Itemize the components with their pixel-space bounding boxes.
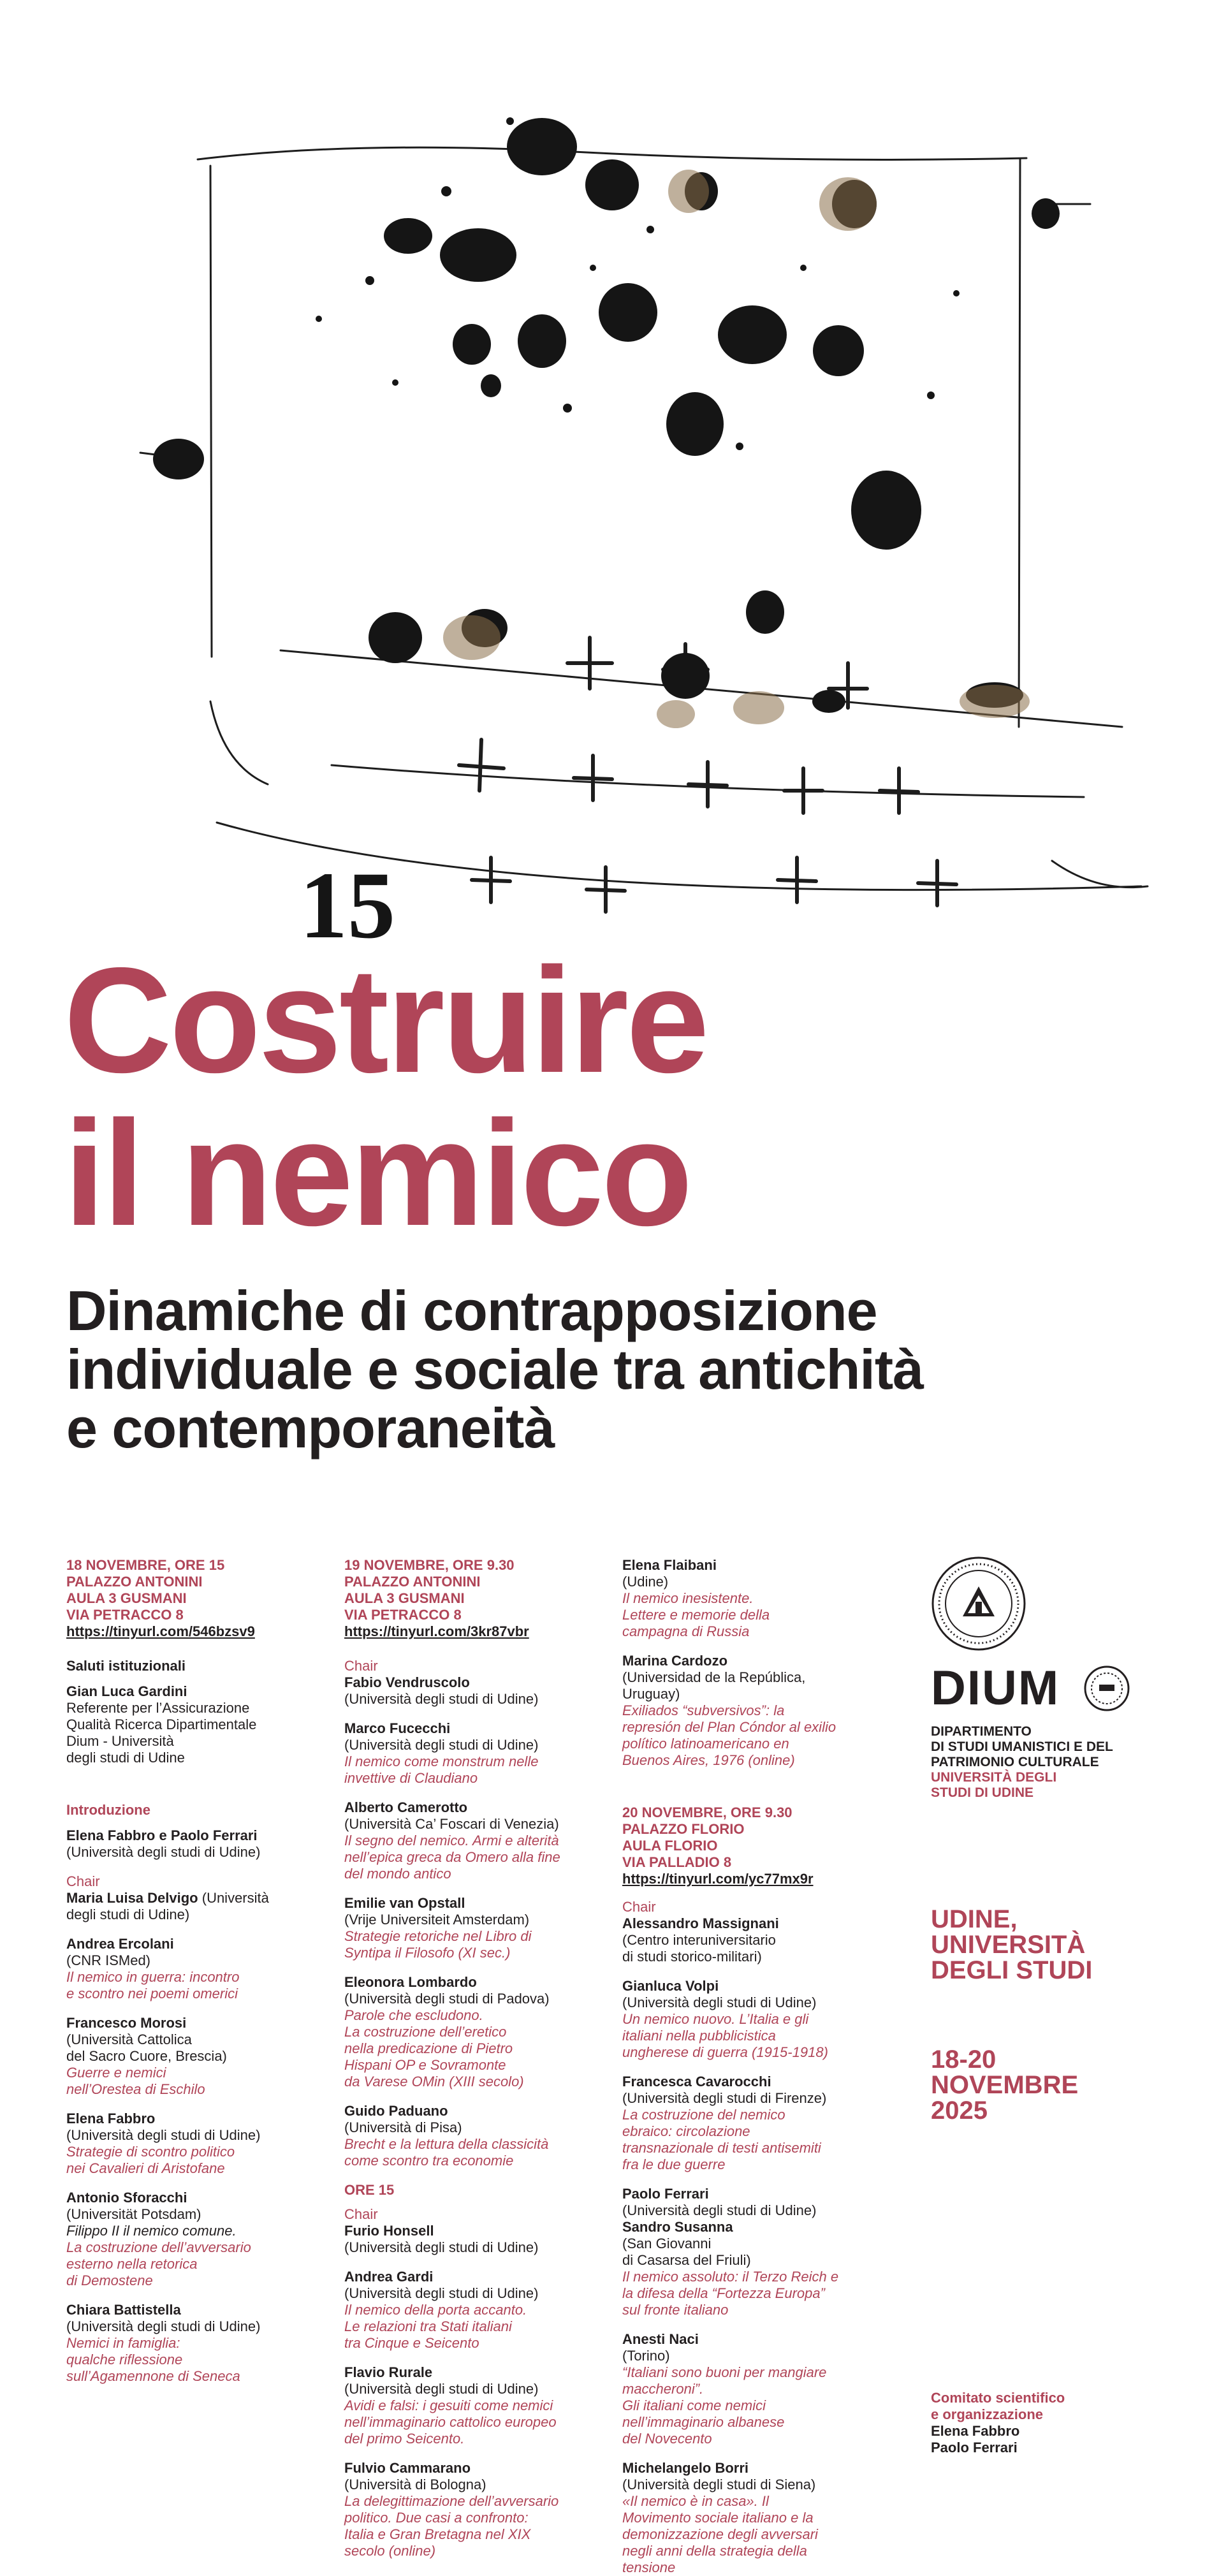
- talk-title: Brecht e la lettura della classicità: [344, 2136, 549, 2152]
- talk-title: Nemici in famiglia:: [66, 2335, 180, 2351]
- talk-title: Syntipa il Filosofo (XI sec.): [344, 1945, 511, 1961]
- subtitle-line-3: e contemporaneità: [66, 1396, 555, 1460]
- talk-title: Hispani OP e Sovramonte: [344, 2057, 506, 2073]
- department-line: DIPARTIMENTO: [931, 1724, 1032, 1739]
- speaker-affiliation: (Università degli studi di Padova): [344, 1991, 550, 2007]
- talk: [66, 1936, 315, 2002]
- talk-title: Movimento sociale italiano e la: [622, 2510, 814, 2526]
- speaker-name: Antonio Sforacchi: [66, 2190, 187, 2206]
- speaker-role: Referente per l’Assicurazione: [66, 1700, 250, 1716]
- dates-line: 2025: [931, 2097, 988, 2125]
- talk-title: Filippo II il nemico comune.: [66, 2223, 237, 2239]
- talk-title: represión del Plan Cóndor al exilio: [622, 1719, 836, 1735]
- speaker-name: Francesca Cavarocchi: [622, 2074, 771, 2089]
- location-line: UDINE,: [931, 1905, 1018, 1933]
- day3-venue: PALAZZO FLORIO: [622, 1821, 745, 1837]
- ink-splatter-illustration: [0, 0, 1205, 969]
- day1-program: [66, 1557, 315, 2385]
- talk-title: Il nemico assoluto: il Terzo Reich e: [622, 2269, 839, 2285]
- speaker-role: degli studi di Udine: [66, 1750, 185, 1766]
- speaker-name: Gian Luca Gardini: [66, 1683, 187, 1699]
- speaker-affiliation: (San Giovanni: [622, 2236, 712, 2251]
- greetings-label: Saluti istituzionali: [66, 1658, 186, 1674]
- talk-title: da Varese OMin (XIII secolo): [344, 2074, 524, 2089]
- speaker-affiliation: (Università degli studi di Siena): [622, 2477, 816, 2492]
- location-line: UNIVERSITÀ: [931, 1931, 1086, 1959]
- chair-block: [344, 2206, 593, 2256]
- speaker-name: Anesti Naci: [622, 2331, 699, 2347]
- talk-title: ungherese di guerra (1915-1918): [622, 2044, 828, 2060]
- event-dates: [931, 2047, 1160, 2123]
- speaker-affiliation: (Università degli studi di Udine): [66, 2318, 261, 2334]
- talk-title: del mondo antico: [344, 1866, 451, 1882]
- afternoon-session: [344, 2182, 593, 2199]
- talk: [622, 2331, 884, 2447]
- talk: [622, 1653, 884, 1769]
- subtitle-line-2: individuale e sociale tra antichità: [66, 1338, 924, 1401]
- talk-title: Strategie di scontro politico: [66, 2144, 235, 2160]
- speaker-role: Qualità Ricerca Dipartimentale: [66, 1716, 257, 1732]
- speaker-name: Eleonora Lombardo: [344, 1974, 477, 1990]
- speaker-name: Fulvio Cammarano: [344, 2460, 471, 2476]
- talk-title: Un nemico nuovo. L’Italia e gli: [622, 2011, 809, 2027]
- day1-date: 18 NOVEMBRE, ORE 15: [66, 1557, 225, 1573]
- talk-title: La costruzione dell’avversario: [66, 2239, 251, 2255]
- university-line: STUDI DI UDINE: [931, 1785, 1034, 1800]
- dium-logo: DIUM: [931, 1661, 1060, 1715]
- talk-title: Gli italiani come nemici: [622, 2397, 766, 2413]
- talk-title: esterno nella retorica: [66, 2256, 198, 2272]
- day1-link[interactable]: https://tinyurl.com/546bzsv9: [66, 1623, 255, 1639]
- talk-title: Buenos Aires, 1976 (online): [622, 1752, 795, 1768]
- talk-title: invettive di Claudiano: [344, 1770, 478, 1786]
- talk: [66, 2302, 315, 2385]
- talk-title: La costruzione dell’eretico: [344, 2024, 507, 2040]
- talk: [344, 1720, 593, 1787]
- talk-title: come scontro tra economie: [344, 2153, 514, 2169]
- talk-title: nell’immaginario albanese: [622, 2414, 785, 2430]
- talk-title: Il nemico inesistente.: [622, 1590, 754, 1606]
- speaker-affiliation: (Udine): [622, 1574, 669, 1590]
- talk-title: transnazionale di testi antisemiti: [622, 2140, 821, 2156]
- speaker-name: Flavio Rurale: [344, 2364, 433, 2380]
- talk-title: Il nemico come monstrum nelle: [344, 1753, 539, 1769]
- speaker-affiliation: di studi storico-militari): [622, 1949, 762, 1965]
- day2-address: VIA PETRACCO 8: [344, 1607, 462, 1623]
- talk-title: tensione: [622, 2559, 676, 2575]
- talk-title: del primo Seicento.: [344, 2431, 465, 2447]
- day1-address: VIA PETRACCO 8: [66, 1607, 184, 1623]
- speaker-role: Dium - Università: [66, 1733, 174, 1749]
- speaker-name: Guido Paduano: [344, 2103, 448, 2119]
- talk-title: Strategie retoriche nel Libro di: [344, 1928, 532, 1944]
- greetings: [66, 1658, 315, 1766]
- talk: [344, 2364, 593, 2447]
- day2-room: AULA 3 GUSMANI: [344, 1590, 465, 1606]
- talk: [66, 2111, 315, 2177]
- organizing-committee: [931, 2390, 1160, 2456]
- day2-date: 19 NOVEMBRE, ORE 9.30: [344, 1557, 515, 1573]
- talk-title: “Italiani sono buoni per mangiare: [622, 2364, 827, 2380]
- talk-title: sul fronte italiano: [622, 2302, 729, 2318]
- speaker-name: Marco Fucecchi: [344, 1720, 451, 1736]
- speaker-affiliation: del Sacro Cuore, Brescia): [66, 2048, 227, 2064]
- svg-text:15: 15: [300, 853, 395, 958]
- talk-title: nell’immaginario cattolico europeo: [344, 2414, 557, 2430]
- talk-title: politico. Due casi a confronto:: [344, 2510, 529, 2526]
- talk-title: Le relazioni tra Stati italiani: [344, 2318, 512, 2334]
- university-seal-icon: [931, 1556, 1026, 1651]
- speaker-name: Elena Fabbro: [66, 2111, 156, 2126]
- talk-title: del Novecento: [622, 2431, 712, 2447]
- talk: [622, 1557, 884, 1640]
- speaker-name: Andrea Gardi: [344, 2269, 434, 2285]
- day3-room: AULA FLORIO: [622, 1838, 718, 1854]
- speaker-affiliation: (Università di Pisa): [344, 2119, 462, 2135]
- speaker-name: Alberto Camerotto: [344, 1799, 468, 1815]
- speaker-affiliation: (Università Cattolica: [66, 2031, 192, 2047]
- speaker-name: Alessandro Massignani: [622, 1915, 779, 1931]
- university-line: UNIVERSITÀ DEGLI: [931, 1770, 1057, 1785]
- event-location: [931, 1906, 1160, 1983]
- speaker-name: Fabio Vendruscolo: [344, 1674, 470, 1690]
- chair-label: Chair: [66, 1873, 100, 1889]
- speaker-affiliation: di Casarsa del Friuli): [622, 2252, 751, 2268]
- speaker-affiliation: (Università: [198, 1890, 269, 1906]
- talk: [622, 2074, 884, 2173]
- talk: [344, 1974, 593, 2090]
- talk-title: «Il nemico è in casa». Il: [622, 2493, 769, 2509]
- speaker-name: Elena Flaibani: [622, 1557, 717, 1573]
- event-subtitle: [66, 1279, 1112, 1460]
- committee-member: Elena Fabbro: [931, 2423, 1020, 2439]
- day2-venue: PALAZZO ANTONINI: [344, 1574, 481, 1590]
- talk-title: di Demostene: [66, 2272, 153, 2288]
- talk: [344, 2460, 593, 2559]
- subtitle-line-1: Dinamiche di contrapposizione: [66, 1279, 877, 1342]
- day1-header: [66, 1557, 315, 1640]
- talk-title: nei Cavalieri di Aristofane: [66, 2160, 225, 2176]
- talk: [344, 2269, 593, 2352]
- talk-title: sull’Agamennone di Seneca: [66, 2368, 240, 2384]
- day2-program: [344, 1557, 593, 2559]
- talk-title: italiani nella pubblicistica: [622, 2028, 776, 2044]
- speaker-name: Chiara Battistella: [66, 2302, 181, 2318]
- dium-logo-row: [931, 1661, 1173, 1715]
- talk-title: negli anni della strategia della: [622, 2543, 807, 2559]
- speaker-affiliation: (Università degli studi di Firenze): [622, 2090, 827, 2106]
- department-name: [931, 1724, 1173, 1801]
- chair-label: Chair: [344, 1658, 378, 1674]
- speaker-affiliation: (Università Ca’ Foscari di Venezia): [344, 1816, 559, 1832]
- speaker-affiliation: (Università degli studi di Udine): [344, 1691, 539, 1707]
- talk: [344, 2103, 593, 2169]
- day1-room: AULA 3 GUSMANI: [66, 1590, 187, 1606]
- talk-title: La costruzione del nemico: [622, 2107, 785, 2123]
- talk-title: político latinoamericano en: [622, 1736, 789, 1752]
- day2-link[interactable]: https://tinyurl.com/3kr87vbr: [344, 1623, 529, 1639]
- dium-badge-icon: [1084, 1665, 1130, 1711]
- talk-title: la difesa della “Fortezza Europa”: [622, 2285, 825, 2301]
- speaker-affiliation: (Università degli studi di Udine): [66, 2127, 261, 2143]
- day3-program: [622, 1557, 884, 2576]
- speaker-affiliation: (Centro interuniversitario: [622, 1932, 776, 1948]
- speaker-affiliation: degli studi di Udine): [66, 1906, 190, 1922]
- chair-label: Chair: [622, 1899, 656, 1915]
- speaker-name: Gianluca Volpi: [622, 1978, 719, 1994]
- chair-block: [622, 1899, 884, 1965]
- talk-title: nell’epica greca da Omero alla fine: [344, 1849, 560, 1865]
- introduction: [66, 1802, 315, 1861]
- talk-title: e scontro nei poemi omerici: [66, 1986, 238, 2002]
- speaker-affiliation: (CNR ISMed): [66, 1952, 151, 1968]
- location-line: DEGLI STUDI: [931, 1956, 1093, 1984]
- speaker-affiliation: (Università degli studi di Udine): [622, 1994, 817, 2010]
- afternoon-label: ORE 15: [344, 2182, 395, 2198]
- speaker-affiliation: (Università degli studi di Udine): [344, 2381, 539, 2397]
- talk-title: Il nemico della porta accanto.: [344, 2302, 527, 2318]
- speaker-affiliation: (Universität Potsdam): [66, 2206, 201, 2222]
- speaker-affiliation: (Università degli studi di Udine): [622, 2202, 817, 2218]
- talk-title: nell’Orestea di Eschilo: [66, 2081, 205, 2097]
- talk: [622, 1978, 884, 2061]
- talk: [622, 2460, 884, 2576]
- talk: [622, 2186, 884, 2318]
- talk-title: Parole che escludono.: [344, 2007, 483, 2023]
- talk-title: maccheroni”.: [622, 2381, 704, 2397]
- day2-header: [344, 1557, 593, 1640]
- intro-label: Introduzione: [66, 1802, 150, 1818]
- chair-block: [344, 1658, 593, 1708]
- day3-address: VIA PALLADIO 8: [622, 1854, 732, 1870]
- talk-title: Italia e Gran Bretagna nel XIX: [344, 2526, 531, 2542]
- talk-title: Avidi e falsi: i gesuiti come nemici: [344, 2397, 553, 2413]
- speaker-affiliation: (Università di Bologna): [344, 2477, 486, 2492]
- speaker-name: Michelangelo Borri: [622, 2460, 749, 2476]
- committee-label: e organizzazione: [931, 2406, 1044, 2422]
- title-line-2: il nemico: [64, 1089, 690, 1257]
- speaker-name: Elena Fabbro e Paolo Ferrari: [66, 1827, 258, 1843]
- talk-title: fra le due guerre: [622, 2156, 726, 2172]
- talk-title: demonizzazione degli avversari: [622, 2526, 818, 2542]
- talk-title: Exiliados “subversivos”: la: [622, 1702, 785, 1718]
- speaker-affiliation: (Università degli studi di Udine): [66, 1844, 261, 1860]
- title-line-1: Costruire: [64, 936, 707, 1104]
- chair-label: Chair: [344, 2206, 378, 2222]
- talk-title: qualche riflessione: [66, 2352, 183, 2367]
- speaker-affiliation: (Università degli studi di Udine): [344, 2239, 539, 2255]
- day3-header: [622, 1804, 884, 1887]
- talk-title: Guerre e nemici: [66, 2065, 166, 2081]
- speaker-name: Maria Luisa Delvigo: [66, 1890, 198, 1906]
- talk: [344, 1895, 593, 1961]
- talk: [66, 2190, 315, 2289]
- day1-venue: PALAZZO ANTONINI: [66, 1574, 203, 1590]
- dates-line: NOVEMBRE: [931, 2071, 1079, 2099]
- day3-date: 20 NOVEMBRE, ORE 9.30: [622, 1804, 792, 1820]
- speaker-affiliation: (Torino): [622, 2348, 670, 2364]
- talk-title: secolo (online): [344, 2543, 436, 2559]
- talk-title: nella predicazione di Pietro: [344, 2040, 513, 2056]
- speaker-name: Sandro Susanna: [622, 2219, 733, 2235]
- department-line: DI STUDI UMANISTICI E DEL: [931, 1739, 1113, 1754]
- speaker-name: Paolo Ferrari: [622, 2186, 709, 2202]
- talk-title: La delegittimazione dell’avversario: [344, 2493, 559, 2509]
- speaker-affiliation: Uruguay): [622, 1686, 680, 1702]
- speaker-name: Andrea Ercolani: [66, 1936, 174, 1952]
- talk-title: Il segno del nemico. Armi e alterità: [344, 1833, 559, 1848]
- dates-line: 18-20: [931, 2045, 997, 2074]
- day3-link[interactable]: https://tinyurl.com/yc77mx9r: [622, 1871, 814, 1887]
- chair-block: [66, 1873, 315, 1923]
- talk-title: ebraico: circolazione: [622, 2123, 750, 2139]
- committee-label: Comitato scientifico: [931, 2390, 1065, 2406]
- talk-title: Lettere e memorie della: [622, 1607, 770, 1623]
- event-title: [64, 936, 707, 1257]
- speaker-affiliation: (Università degli studi di Udine): [344, 2285, 539, 2301]
- speaker-affiliation: (Università degli studi di Udine): [344, 1737, 539, 1753]
- talk: [344, 1799, 593, 1882]
- institution-block: [931, 1556, 1173, 1801]
- speaker-affiliation: (Universidad de la República,: [622, 1669, 806, 1685]
- talk-title: Il nemico in guerra: incontro: [66, 1969, 240, 1985]
- talk-title: campagna di Russia: [622, 1623, 750, 1639]
- speaker-name: Marina Cardozo: [622, 1653, 728, 1669]
- speaker-name: Emilie van Opstall: [344, 1895, 465, 1911]
- speaker-name: Francesco Morosi: [66, 2015, 187, 2031]
- department-line: PATRIMONIO CULTURALE: [931, 1755, 1099, 1769]
- talk: [66, 2015, 315, 2098]
- talk-title: tra Cinque e Seicento: [344, 2335, 479, 2351]
- committee-member: Paolo Ferrari: [931, 2440, 1018, 2455]
- speaker-affiliation: (Vrije Universiteit Amsterdam): [344, 1912, 530, 1928]
- speaker-name: Furio Honsell: [344, 2223, 434, 2239]
